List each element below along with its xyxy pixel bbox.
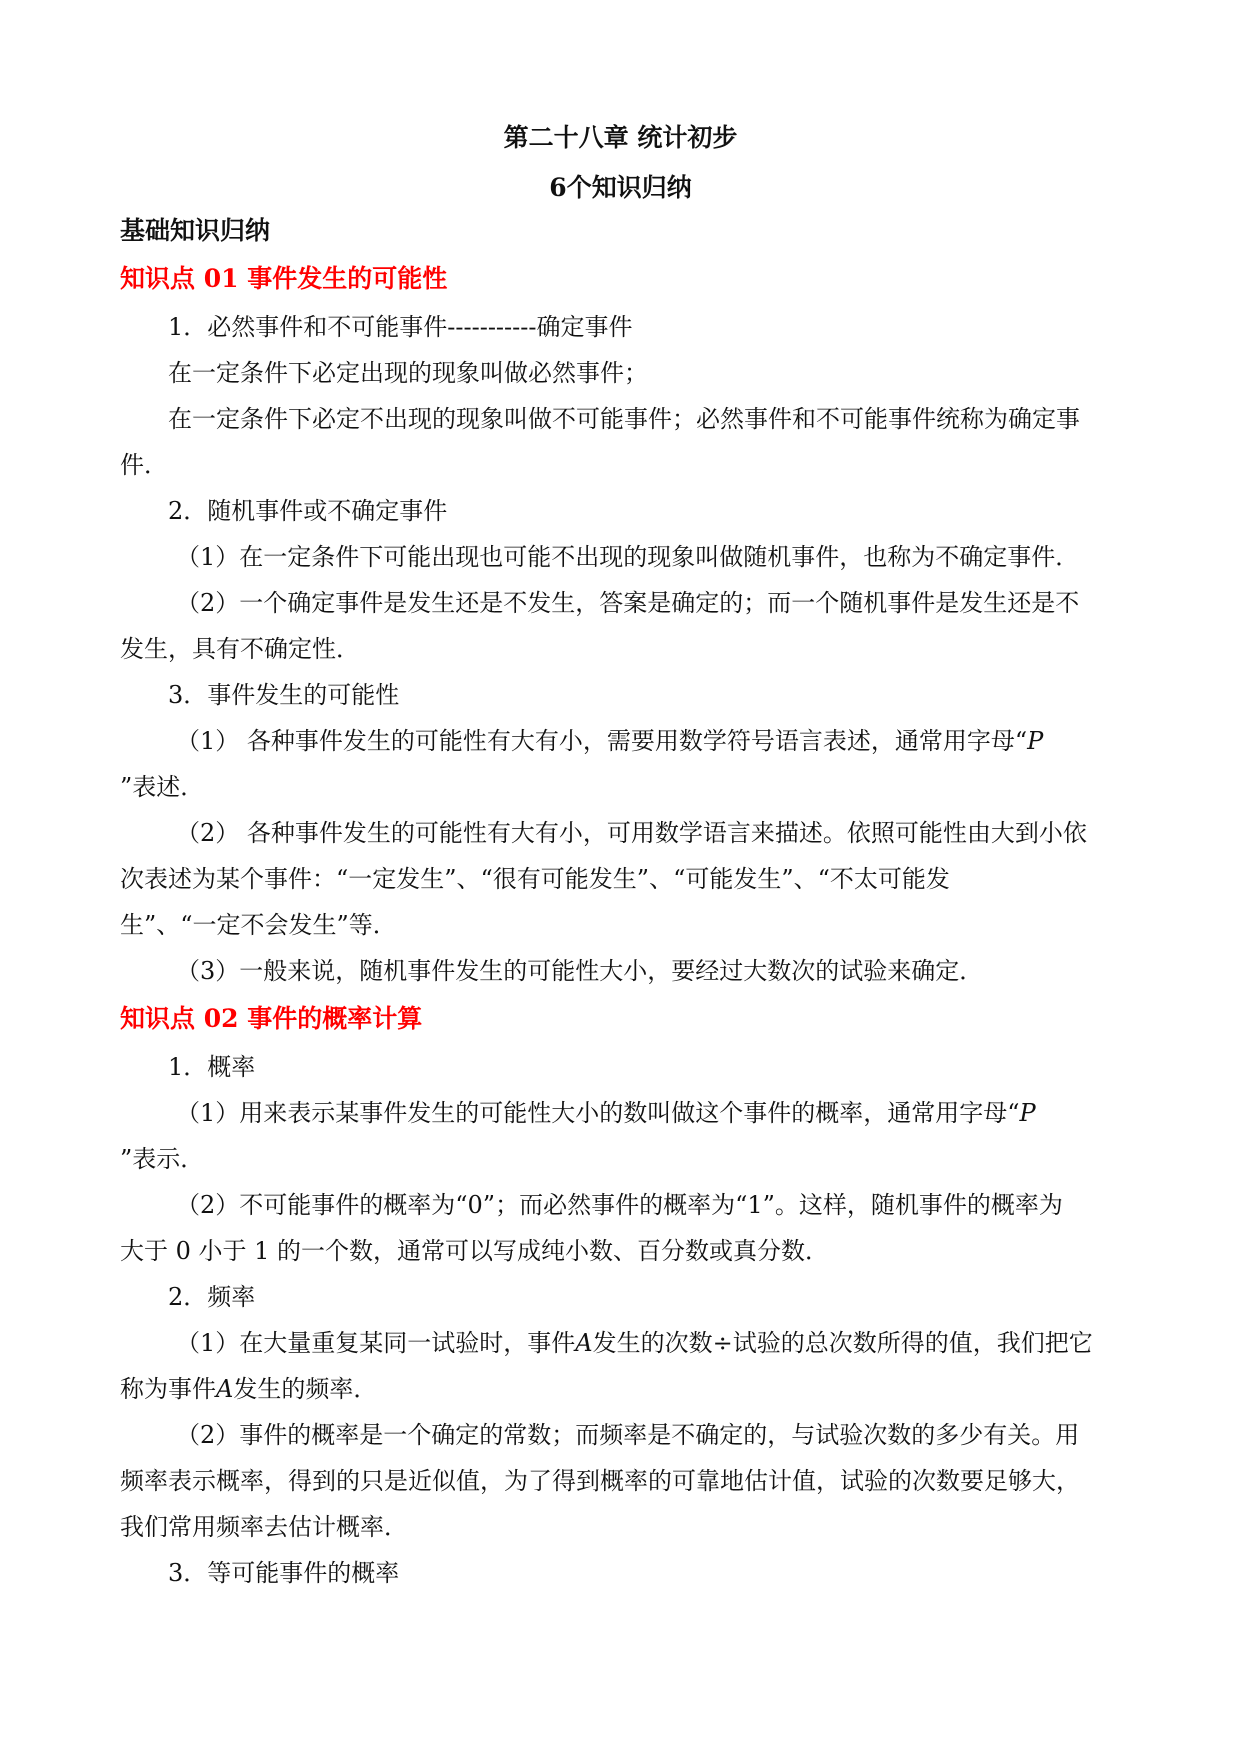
kp2-item2-p1-text-3: 称为事件 [120,1375,216,1403]
kp1-item1-p1: 在一定条件下必定出现的现象叫做必然事件； [168,359,648,387]
variable-p: P [1027,727,1044,755]
section-heading: 基础知识归纳 [120,216,271,245]
kp1-item2-title: 2．随机事件或不确定事件 [168,497,448,525]
kp2-item1-title: 1．概率 [168,1053,256,1081]
kp2-item2-p1-text-1: （1）在大量重复某同一试验时，事件 [176,1329,576,1357]
kp1-item3-p2-b: 次表述为某个事件：“一定发生”、“很有可能发生”、“可能发生”、“不太可能发 [120,865,950,893]
kp1-item2-p2-a: （2）一个确定事件是发生还是不发生，答案是确定的；而一个随机事件是发生还是不 [176,589,1080,617]
kp1-item3-p2-a: （2） 各种事件发生的可能性有大有小，可用数学语言来描述。依照可能性由大到小依 [176,819,1087,847]
variable-a: A [575,1329,593,1357]
kp2-item2-p1-text-2: 发生的次数÷试验的总次数所得的值，我们把它 [592,1329,1093,1357]
kp1-item3-p1-text: （1） 各种事件发生的可能性有大有小，需要用数学符号语言表述，通常用字母“ [176,727,1028,755]
kp1-item3-p1-a [176,724,1186,758]
kp2-item1-p1-text: （1）用来表示某事件发生的可能性大小的数叫做这个事件的概率，通常用字母“ [176,1099,1020,1127]
kp1-item1-title: 1．必然事件和不可能事件-----------确定事件 [168,313,633,341]
variable-p: P [1019,1099,1036,1127]
kp2-item1-p1-b: ”表示． [120,1145,205,1173]
kp2-item2-p2-c: 我们常用频率去估计概率． [120,1513,408,1541]
kp1-item1-p2-b: 件． [120,451,168,479]
kp2-item1-p1-a [176,1096,1186,1130]
kp2-item2-p1-b [120,1372,1130,1406]
kp2-item2-title: 2．频率 [168,1283,256,1311]
kp1-item3-p3: （3）一般来说，随机事件发生的可能性大小，要经过大数次的试验来确定． [176,957,984,985]
kp2-item2-p1-a [176,1326,1186,1360]
kp1-item2-p2-b: 发生，具有不确定性． [120,635,360,663]
kp2-heading: 知识点 02 事件的概率计算 [120,1004,423,1033]
kp2-item1-p2-a: （2）不可能事件的概率为“0”；而必然事件的概率为“1”。这样，随机事件的概率为 [176,1191,1063,1219]
kp2-item2-p2-b: 频率表示概率，得到的只是近似值，为了得到概率的可靠地估计值，试验的次数要足够大， [120,1467,1080,1495]
kp1-item2-p1: （1）在一定条件下可能出现也可能不出现的现象叫做随机事件，也称为不确定事件． [176,543,1080,571]
kp1-item1-p2-a: 在一定条件下必定不出现的现象叫做不可能事件；必然事件和不可能事件统称为确定事 [168,405,1080,433]
variable-a: A [216,1375,234,1403]
kp1-item3-p1-b: ”表述． [120,773,205,801]
kp1-item3-title: 3．事件发生的可能性 [168,681,400,709]
kp2-item2-p1-text-4: 发生的频率． [233,1375,378,1403]
chapter-subtitle: 6个知识归纳 [549,173,692,202]
kp2-item2-p2-a: （2）事件的概率是一个确定的常数；而频率是不确定的，与试验次数的多少有关。用 [176,1421,1080,1449]
kp2-item3-title: 3．等可能事件的概率 [168,1559,400,1587]
chapter-title: 第二十八章 统计初步 [503,123,738,152]
kp1-item3-p2-c: 生”、“一定不会发生”等． [120,911,397,939]
kp2-item1-p2-b: 大于 0 小于 1 的一个数，通常可以写成纯小数、百分数或真分数． [120,1237,830,1265]
kp1-heading: 知识点 01 事件发生的可能性 [120,264,448,293]
